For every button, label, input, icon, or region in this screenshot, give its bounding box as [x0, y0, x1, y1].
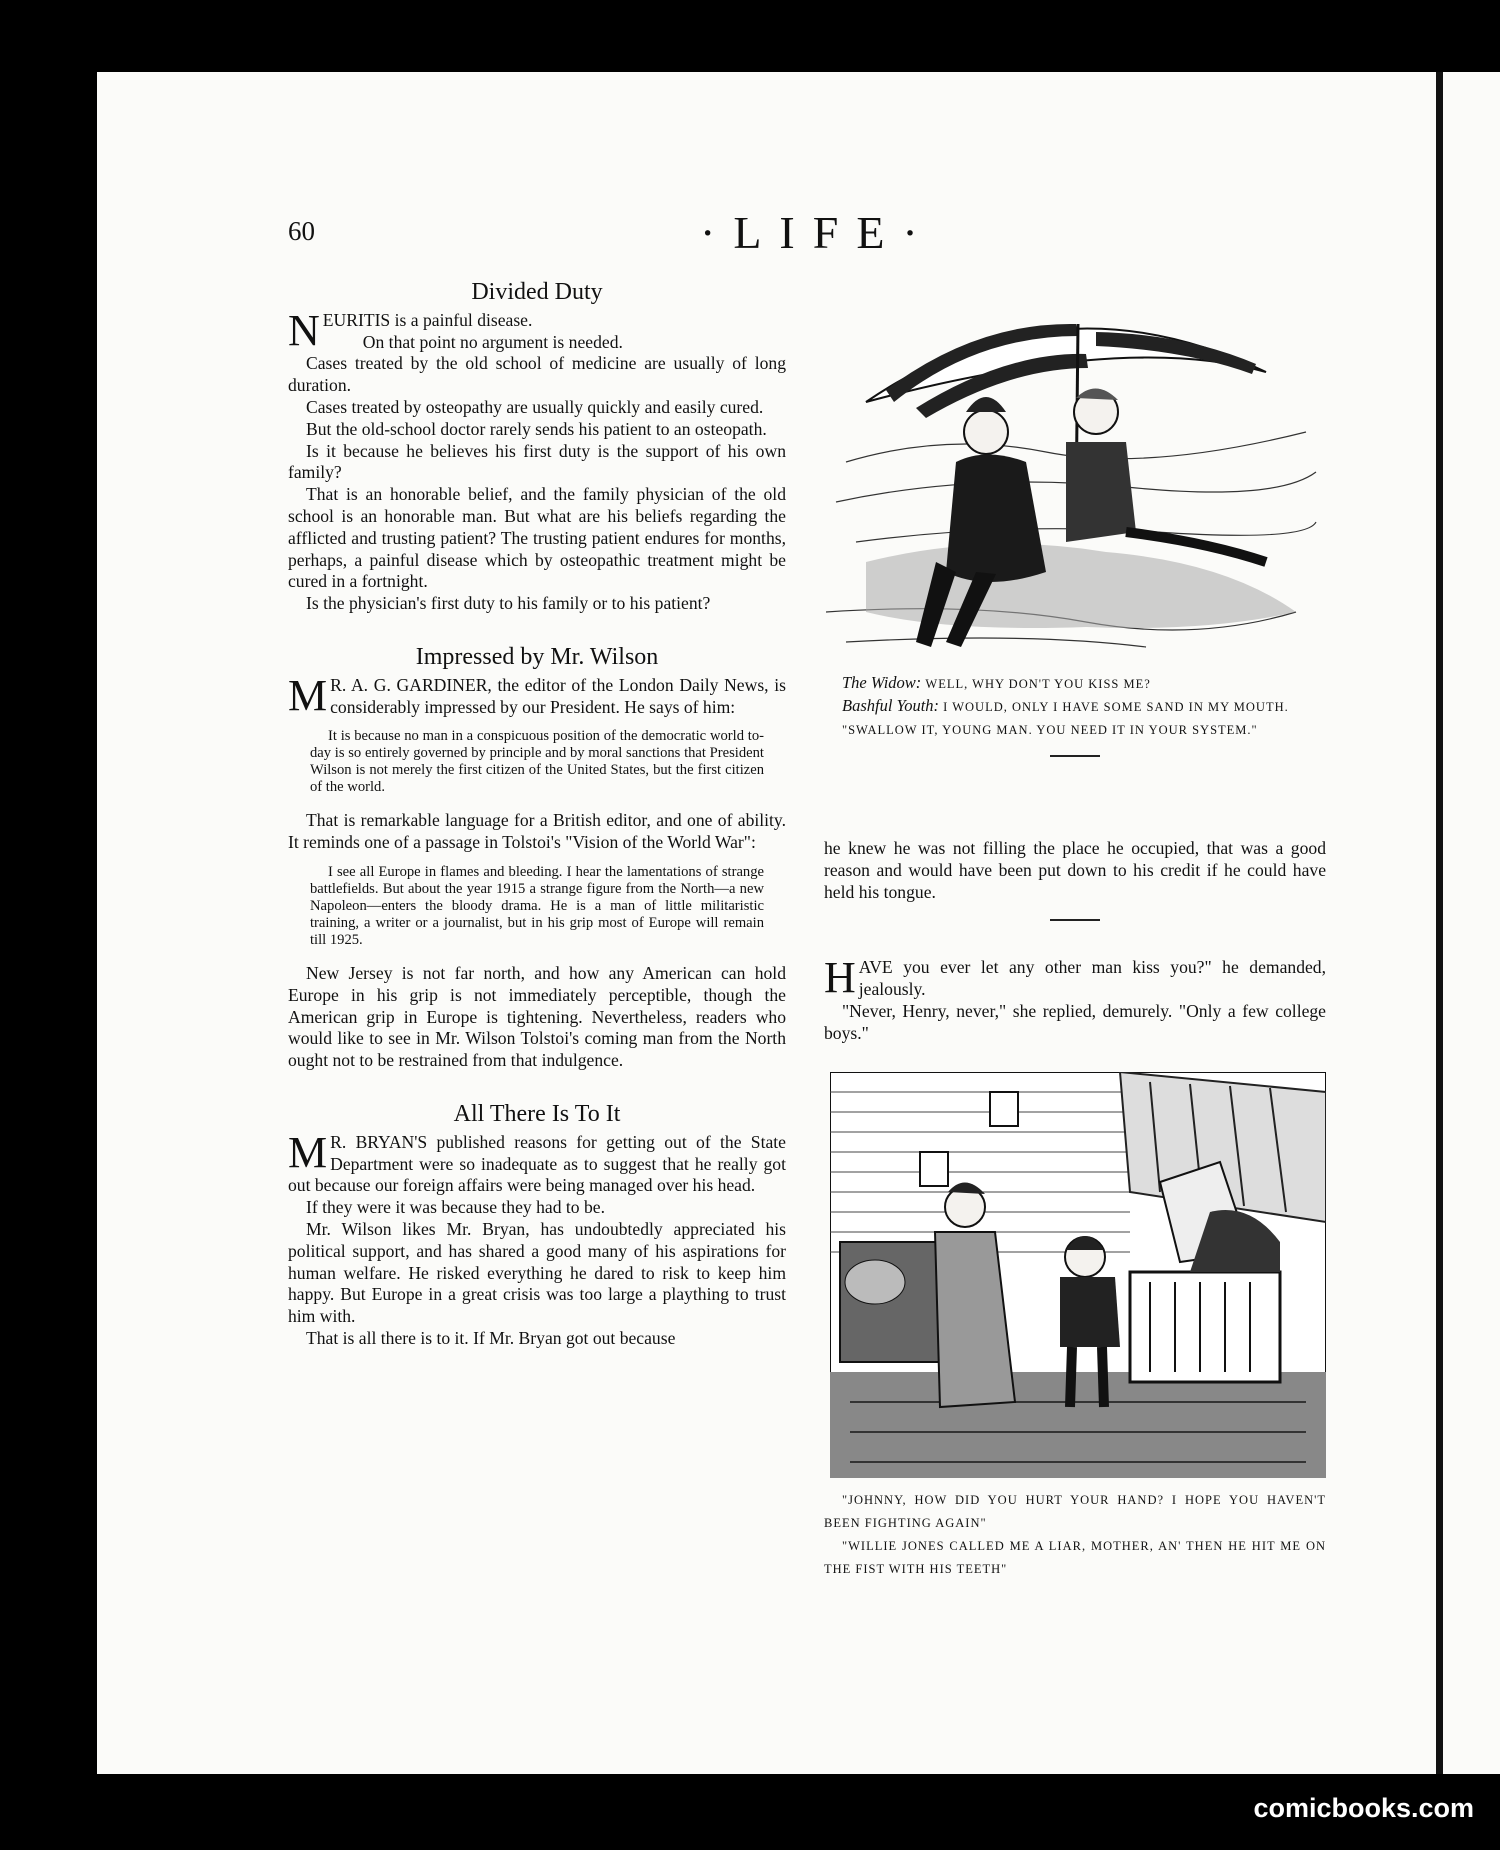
paragraph: But the old-school doctor rarely sends his patient to an osteopath.	[306, 418, 767, 439]
caption-line	[824, 1488, 1326, 1534]
paragraph: That is all there is to it. If Mr. Bryan got out because	[306, 1327, 676, 1348]
paragraph: Mr. Wilson likes Mr. Bryan, has undoubtedly appreciated his political support, and has shared a good many of his aspirations for human welfare. He risked everything he dared to risk to keep him happy. But Europe in a great crisis was too large a plaything to trust him with.	[288, 1218, 786, 1327]
caption-line	[824, 695, 1326, 718]
caption-line	[824, 718, 1326, 741]
room-cartoon-illustration	[830, 1072, 1326, 1478]
caption-line	[824, 1534, 1326, 1580]
speaker-label: Bashful Youth:	[842, 696, 940, 715]
beach-cartoon-caption	[824, 672, 1326, 771]
paragraph: Is the physician's first duty to his family or to his patient?	[306, 593, 711, 614]
paragraph-text: R. A. G. GARDINER, the editor of the London Daily News, is considerably impressed by our President. He says of him:	[330, 674, 786, 717]
joke-paragraph	[824, 953, 1326, 1003]
caption-text: "JOHNNY, HOW DID YOU HURT YOUR HAND? I HOPE YOU HAVEN'T BEEN FIGHTING AGAIN"	[824, 1493, 1326, 1530]
watermark: comicbooks.com	[1253, 1793, 1474, 1823]
caption-text: I WOULD, ONLY I HAVE SOME SAND IN MY MOUTH.	[943, 700, 1289, 714]
right-column-text	[824, 838, 1326, 1045]
room-cartoon-caption	[824, 1488, 1326, 1580]
left-column	[288, 279, 786, 1350]
dropcap: M	[288, 1127, 328, 1177]
caption-line	[824, 672, 1326, 695]
paragraph	[288, 670, 786, 720]
paragraph-text: EURITIS is a painful disease.	[322, 309, 533, 330]
paragraph: If they were it was because they had to be.	[306, 1197, 605, 1218]
beach-cartoon-illustration	[826, 312, 1326, 658]
next-page-edge	[1443, 72, 1500, 1774]
magazine-title: ·LIFE·	[700, 207, 936, 258]
paragraph: he knew he was not filling the place he occupied, that was a good reason and would have been put down to his credit if he could have held his tongue.	[824, 838, 1326, 902]
paragraph	[288, 1127, 786, 1197]
article-title-all-there: All There Is To It	[453, 1100, 621, 1127]
divider-rule	[1050, 755, 1100, 757]
quote-text: I see all Europe in flames and bleeding. I hear the lamentations of strange battlefields. But about the year 1915 a strange figure from the North—a new Napoleon—enters the bloody drama. He is a man of little militaristic training, a writer or a journalist, but in his grip most of Europe will remain till 1925.	[310, 863, 764, 948]
divider-rule	[1050, 919, 1100, 921]
paragraph-text: AVE you ever let any other man kiss you?" he demanded, jealously.	[858, 957, 1326, 1000]
caption-text: "WILLIE JONES CALLED ME A LIAR, MOTHER, AN' THEN HE HIT ME ON THE FIST WITH HIS TEETH"	[824, 1539, 1326, 1576]
paragraph: On that point no argument is needed.	[362, 331, 623, 352]
paragraph-text: R. BRYAN'S published reasons for getting out of the State Department were so inadequate as to suggest that he really got out because our foreign affairs were being managed over his head.	[288, 1131, 786, 1196]
paragraph: That is remarkable language for a British editor, and one of ability. It reminds one of a passage in Tolstoi's "Vision of the World War":	[288, 810, 786, 853]
paragraph: That is an honorable belief, and the family physician of the old school is an honorable man. But what are his beliefs regarding the afflicted and trusting patient? The trusting patient endures for months, perhaps, a painful disease which by osteopathic treatment might be cured in a fortnight.	[288, 484, 786, 592]
paragraph: New Jersey is not far north, and how any American can hold Europe in his grip is not immediately perceptible, though the American grip in Europe is tightening. Nevertheless, readers who would like to see in Mr. Wilson Tolstoi's coming man from the North ought not to be restrained from that indulgence.	[288, 962, 786, 1071]
block-quote	[310, 728, 764, 796]
article-title-impressed: Impressed by Mr. Wilson	[415, 643, 659, 670]
dropcap: N	[288, 305, 320, 355]
block-quote	[310, 864, 764, 949]
paragraph: Cases treated by the old school of medicine are usually of long duration.	[288, 353, 786, 396]
paragraph: Is it because he believes his first duty is the support of his own family?	[288, 440, 786, 483]
article-title-divided-duty: Divided Duty	[471, 279, 603, 305]
page-number: 60	[288, 216, 315, 246]
paragraph: Cases treated by osteopathy are usually quickly and easily cured.	[306, 396, 764, 417]
dropcap: M	[288, 670, 328, 720]
caption-text: WELL, WHY DON'T YOU KISS ME?	[925, 677, 1151, 691]
speaker-label: The Widow:	[842, 673, 922, 692]
caption-text: "SWALLOW IT, YOUNG MAN. YOU NEED IT IN YOUR SYSTEM."	[842, 723, 1258, 737]
quote-text: It is because no man in a conspicuous position of the democratic world to-day is so entirely governed by principle and by moral sanctions that President Wilson is not merely the first citizen of the United States, but the first citizen of the world.	[310, 728, 764, 796]
dropcap: H	[824, 953, 856, 1003]
joke-paragraph: "Never, Henry, never," she replied, demurely. "Only a few college boys."	[824, 1000, 1326, 1043]
